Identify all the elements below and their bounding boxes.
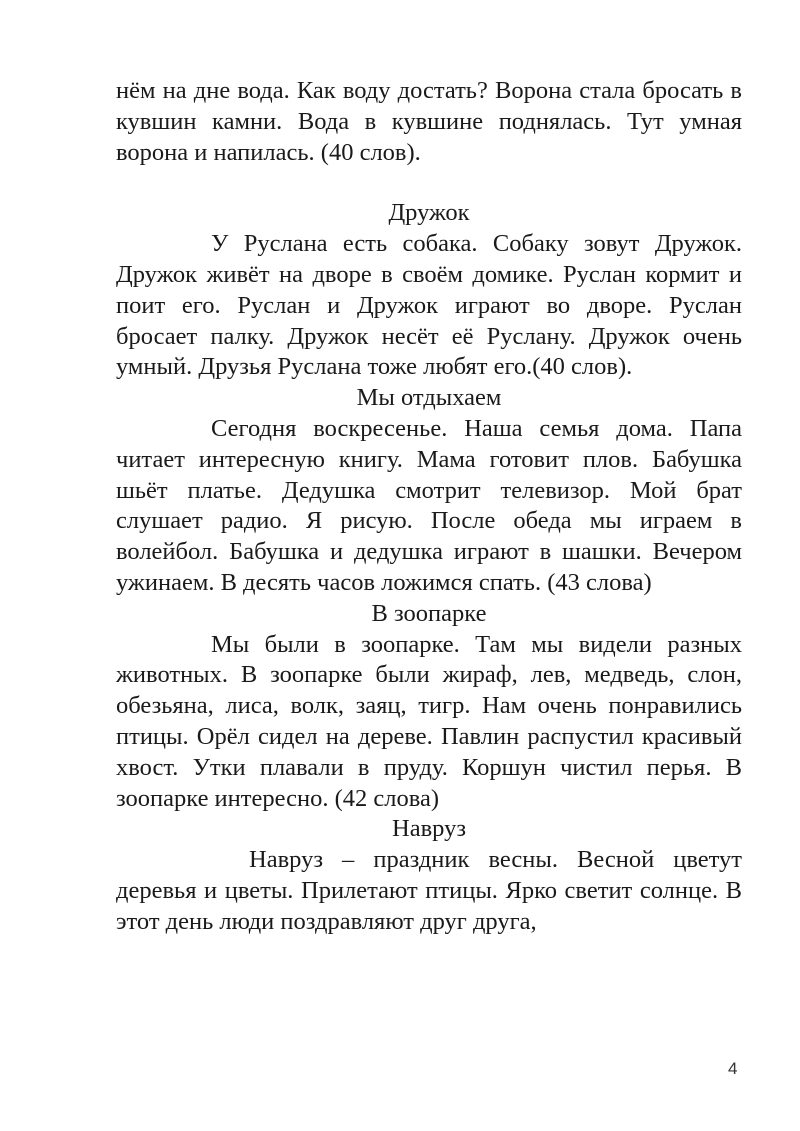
page-number: 4 — [728, 1059, 738, 1078]
heading-druzhok: Дружок — [388, 199, 470, 227]
document-page — [116, 76, 742, 938]
heading-v-zooparke: В зоопарке — [371, 599, 487, 627]
paragraph-crow-ending: нём на дне вода. Как воду достать? Ворона стала бросать в кувшин камни. Вода в кувшине поднялась. Тут умная ворона и напилась. (40 слов). — [116, 77, 742, 166]
paragraph-druzhok: У Руслана есть собака. Собаку зовут Дружок. Дружок живёт на дворе в своём домике. Руслан кормит и поит его. Руслан и Дружок играют во дворе. Руслан бросает палку. Дружок несёт её Руслану. Дружок очень умный. Друзья Руслана тоже любят его.(40 слов). — [116, 230, 742, 381]
paragraph-v-zooparke: Мы были в зоопарке. Там мы видели разных животных. В зоопарке были жираф, лев, медведь, слон, обезьяна, лиса, волк, заяц, тигр. Нам очень понравились птицы. Орёл сидел на дереве. Павлин распустил красивый хвост. Утки плавали в пруду. Коршун чистил перья. В зоопарке интересно. (42 слова) — [116, 630, 742, 812]
paragraph-my-otdykhaem: Сегодня воскресенье. Наша семья дома. Папа читает интересную книгу. Мама готовит плов. Бабушка шьёт платье. Дедушка смотрит телевизор. Мой брат слушает радио. Я рисую. После обеда мы играем в волейбол. Бабушка и дедушка играют в шашки. Вечером ужинаем. В десять часов ложимся спать. (43 слова) — [116, 414, 742, 596]
paragraph-navruz: Навруз – праздник весны. Весной цветут деревья и цветы. Прилетают птицы. Ярко светит солнце. В этот день люди поздравляют друг друга, — [116, 846, 742, 935]
heading-my-otdykhaem: Мы отдыхаем — [356, 384, 502, 412]
heading-navruz: Навруз — [392, 815, 466, 843]
